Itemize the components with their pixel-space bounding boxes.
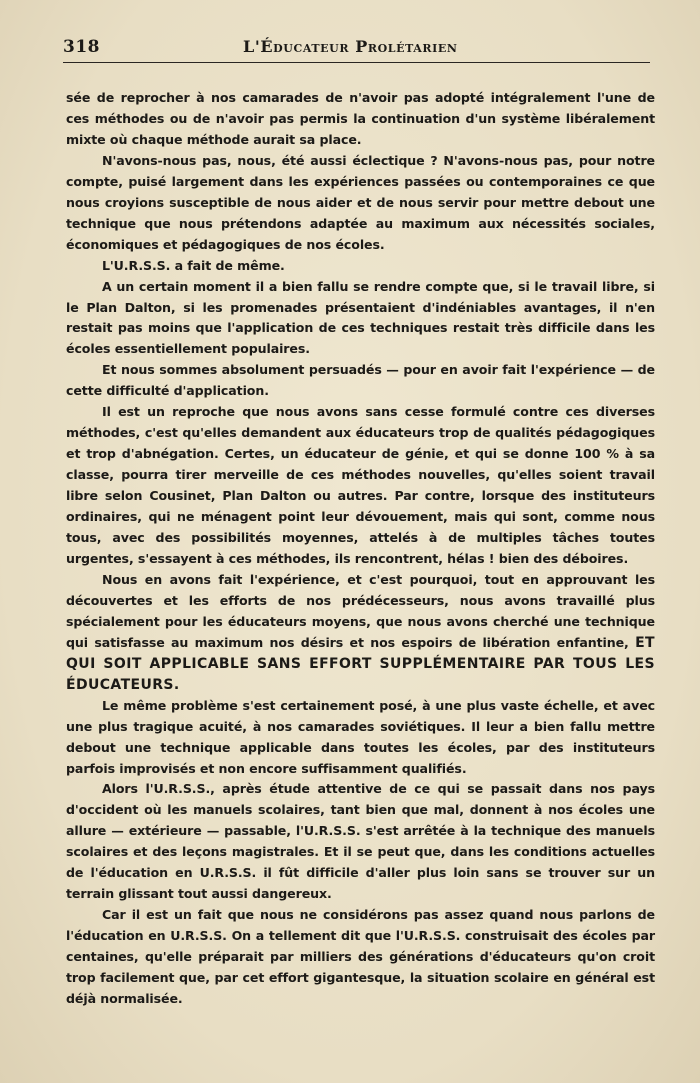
paragraph-8: Le même problème s'est certainement posé, à une plus vaste échelle, et avec une plus tragique acuité, à nos camarades soviétiques. Il leur a bien fallu mettre debout une technique applicable dans toutes les écoles, par des instituteurs parfois improvisés et non encore suffisamment qualifiés. bbox=[66, 697, 655, 776]
emphasis-caps-text: ET QUI SOIT APPLICABLE SANS EFFORT SUPPLÉMENTAIRE PAR TOUS LES ÉDUCATEURS. bbox=[66, 634, 655, 693]
paragraph-9: Alors l'U.R.S.S., après étude attentive de ce qui se passait dans nos pays d'occident où les manuels scolaires, tant bien que mal, donnent à nos écoles une allure — extérieure — passable, l'U.R.S.S. s'est arrêtée à la technique des manuels scolaires et des leçons magistrales. Et il se peut que, dans les conditions actuelles de l'éducation en U.R.S.S. il fût difficile d'aller plus loin sans se trouver sur un terrain glissant tout aussi dangereux. bbox=[66, 781, 655, 902]
paragraph-4: A un certain moment il a bien fallu se rendre compte que, si le travail libre, si le Plan Dalton, si les promenades présentaient d'indéniables avantages, il n'en restait pas moins que l'application de ces techniques restait très difficile dans les écoles essentiellement populaires. bbox=[66, 278, 655, 357]
paragraph-2: N'avons-nous pas, nous, été aussi éclectique ? N'avons-nous pas, pour notre compte, puisé largement dans les expériences passées ou contemporaines ce que nous croyions susceptible de nous aider et de nous servir pour mettre debout une technique que nous prétendons adaptée au maximum aux nécessités sociales, économiques et pédagogiques de nos écoles. bbox=[66, 152, 655, 252]
page-number: 318 bbox=[63, 37, 100, 57]
paragraph-6: Il est un reproche que nous avons sans cesse formulé contre ces diverses méthodes, c'est qu'elles demandent aux éducateurs trop de qualités pédagogiques et trop d'abnégation. Certes, un éducateur de génie, et qui se donne 100 % à sa classe, pourra tirer merveille de ces méthodes nouvelles, qu'elles soient travail libre selon Cousinet, Plan Dalton ou autres. Par contre, lorsque des instituteurs ordinaires, qui ne ménagent point leur dévouement, mais qui sont, comme nous tous, avec des possibilités moyennes, attelés à de multiples tâches toutes urgentes, s'essayent à ces méthodes, ils rencontrent, hélas ! bien des déboires. bbox=[66, 404, 655, 566]
paragraph-1: sée de reprocher à nos camarades de n'avoir pas adopté intégralement l'une de ces méthodes ou de n'avoir pas permis la continuation d'un système libéralement mixte où chaque méthode aurait sa place. bbox=[66, 90, 655, 147]
paragraph-7-text: Nous en avons fait l'expérience, et c'est pourquoi, tout en approuvant les découvertes et les efforts de nos prédécesseurs, nous avons travaillé plus spécialement pour les éducateurs moyens, que nous avons cherché une technique qui satisfasse au maximum nos désirs et nos espoirs de libération enfantine, bbox=[66, 571, 655, 650]
paragraph-3: L'U.R.S.S. a fait de même. bbox=[102, 257, 285, 273]
body-text bbox=[66, 88, 655, 1010]
paragraph-10: Car il est un fait que nous ne considérons pas assez quand nous parlons de l'éducation en U.R.S.S. On a tellement dit que l'U.R.S.S. construisait des écoles par centaines, qu'elle préparait par milliers des générations d'éducateurs qu'on croit trop facilement que, par cet effort gigantesque, la situation scolaire en général est déjà normalisée. bbox=[66, 907, 655, 1006]
paragraph-5: Et nous sommes absolument persuadés — pour en avoir fait l'expérience — de cette difficulté d'application. bbox=[66, 362, 655, 399]
running-title: L'Éducateur Prolétarien bbox=[243, 37, 458, 56]
paragraph-7 bbox=[66, 570, 655, 696]
page-header bbox=[63, 34, 650, 63]
